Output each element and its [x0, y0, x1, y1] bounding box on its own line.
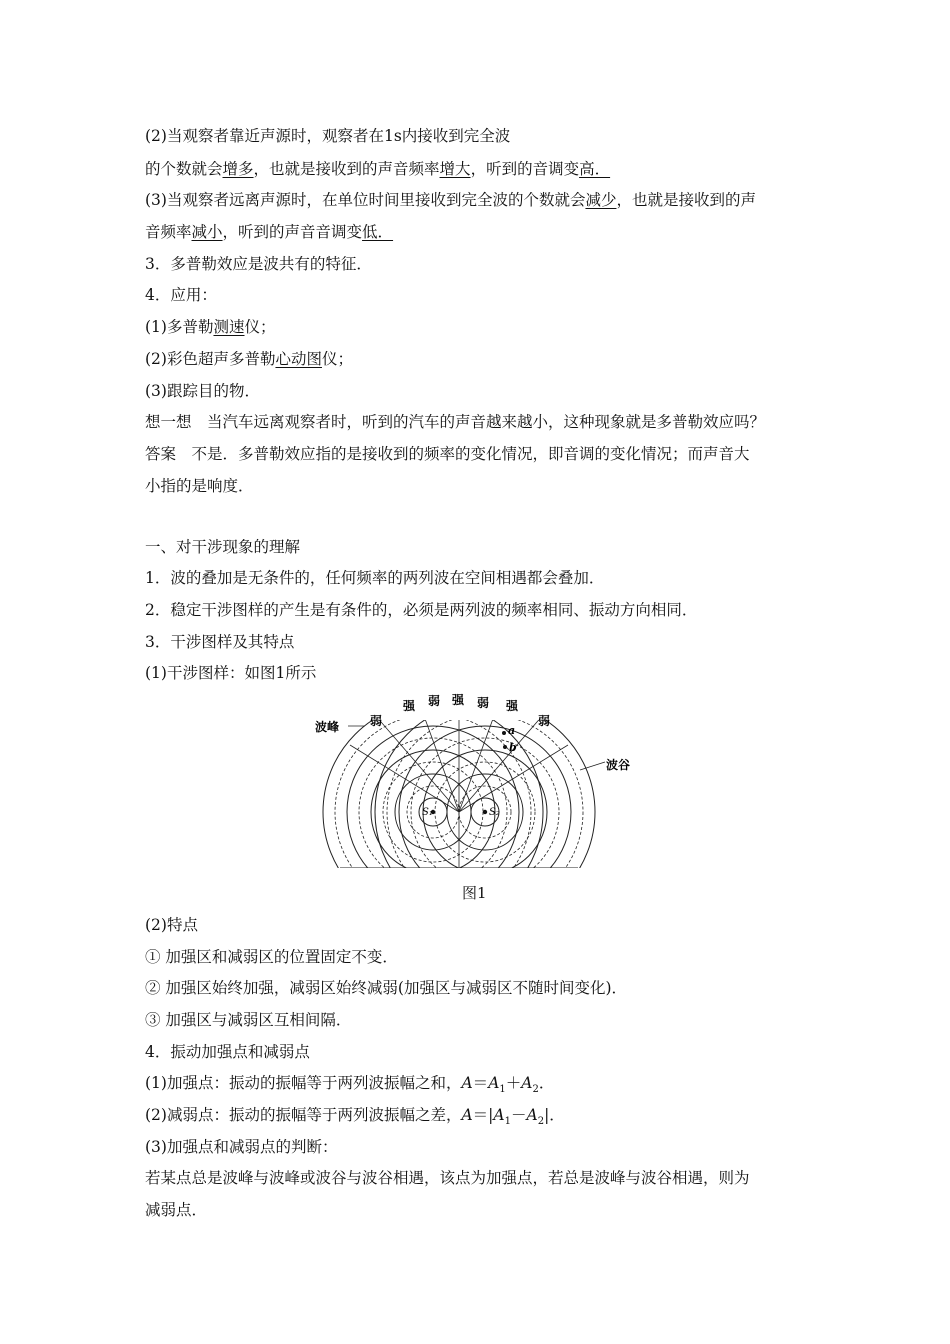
text: (1)多普勒: [145, 318, 214, 336]
underlined-answer: 测速: [213, 318, 245, 336]
feature-1: ① 加强区和减弱区的位置固定不变．: [145, 948, 398, 966]
var: A: [526, 1106, 538, 1124]
source2-crests: [375, 702, 595, 868]
feature-2: ② 加强区始终加强，减弱区始终减弱(加强区与减弱区不随时间变化)．: [145, 979, 628, 997]
var: A: [493, 1106, 505, 1124]
text: ＝|: [472, 1106, 494, 1124]
label-strong-center: 强: [452, 693, 465, 707]
region-lines: [350, 705, 568, 868]
label-b: b: [509, 741, 517, 754]
judgment-line-2: 减弱点．: [145, 1201, 208, 1219]
text: 仪；: [321, 350, 353, 368]
interference-figure: [310, 690, 630, 868]
label-s1: S₁: [422, 807, 433, 818]
text: ，听到的音调变: [470, 160, 580, 178]
paragraph-recede: [145, 190, 756, 210]
features-heading: (2)特点: [145, 916, 198, 934]
point-b: [503, 745, 507, 749]
point-4: 4．振动加强点和减弱点: [145, 1043, 310, 1061]
text: (2)当观察者靠近声源时，观察者在1s内接收到完全波: [145, 127, 511, 145]
subscript: 1: [504, 1116, 511, 1128]
label-trough: 波谷: [606, 758, 630, 772]
point-3-1: (1)干涉图样：如图1所示: [145, 664, 317, 682]
var: A: [488, 1074, 500, 1092]
text: 的个数就会: [145, 160, 223, 178]
point-a: [502, 731, 506, 735]
label-strong-2: 强: [506, 699, 519, 713]
underlined-answer: 减少: [585, 191, 617, 209]
text: ．: [538, 1074, 555, 1092]
application-3: (3)跟踪目的物．: [145, 382, 260, 400]
judgment-line-1: 若某点总是波峰与波峰或波谷与波谷相遇，该点为加强点，若总是波峰与波谷相遇，则为: [145, 1169, 750, 1187]
text: |．: [544, 1106, 565, 1124]
section-heading: 一、对干涉现象的理解: [145, 538, 301, 556]
paragraph-approach: [145, 126, 510, 146]
text: ＝: [472, 1074, 489, 1092]
text: (2)减弱点：振动的振幅等于两列波振幅之差，: [145, 1106, 462, 1124]
label-weak-1: 弱: [370, 714, 383, 728]
source2-point: [483, 810, 487, 814]
interference-diagram: [310, 690, 630, 868]
paragraph-4: 4．应用：: [145, 286, 217, 304]
strengthen-point: [145, 1073, 554, 1100]
text: 音频率: [145, 223, 192, 241]
application-1: [145, 317, 276, 337]
think-question: 想一想 当汽车远离观察者时，听到的汽车的声音越来越小，这种现象就是多普勒效应吗？: [145, 413, 766, 431]
text: (3)当观察者远离声源时，在单位时间里接收到完全波的个数就会: [145, 191, 586, 209]
label-weak-2: 弱: [428, 694, 441, 708]
paragraph-approach-cont: [145, 159, 610, 179]
paragraph-recede-cont: [145, 222, 393, 242]
label-crest: 波峰: [315, 720, 340, 734]
label-weak-3: 弱: [477, 696, 490, 710]
text: －: [510, 1106, 527, 1124]
label-strong-1: 强: [403, 699, 416, 713]
text: ，也就是接收到的声: [616, 191, 756, 209]
judgment-heading: (3)加强点和减弱点的判断：: [145, 1138, 338, 1156]
underlined-answer: 心动图: [275, 350, 322, 368]
point-3: 3．干涉图样及其特点: [145, 633, 295, 651]
weaken-point: [145, 1105, 565, 1132]
underlined-answer: 增大: [439, 160, 471, 178]
var: A: [521, 1074, 533, 1092]
answer-line-2: 小指的是响度．: [145, 477, 254, 495]
label-weak-4: 弱: [538, 714, 551, 728]
paragraph-3: 3．多普勒效应是波共有的特征．: [145, 255, 372, 273]
text: (2)彩色超声多普勒: [145, 350, 276, 368]
var: A: [461, 1106, 473, 1124]
text: ＋: [505, 1074, 522, 1092]
var: A: [461, 1074, 473, 1092]
point-1: 1．波的叠加是无条件的，任何频率的两列波在空间相遇都会叠加．: [145, 569, 605, 587]
application-2: [145, 349, 353, 369]
underlined-answer: 低．: [362, 223, 394, 241]
text: 仪；: [244, 318, 276, 336]
subscript: 1: [499, 1084, 506, 1096]
figure-caption: 图1: [462, 884, 487, 902]
text: (1)加强点：振动的振幅等于两列波振幅之和，: [145, 1074, 462, 1092]
label-a: a: [508, 724, 516, 737]
answer-line-1: 答案 不是．多普勒效应指的是接收到的频率的变化情况，即音调的变化情况；而声音大: [145, 445, 750, 463]
underlined-answer: 增多: [222, 160, 254, 178]
subscript: 2: [532, 1084, 539, 1096]
subscript: 2: [537, 1116, 545, 1128]
underlined-answer: 高．: [579, 160, 611, 178]
label-s2: S₂: [489, 807, 500, 818]
feature-3: ③ 加强区与减弱区互相间隔．: [145, 1011, 352, 1029]
text: ，听到的声音音调变: [222, 223, 363, 241]
point-2: 2．稳定干涉图样的产生是有条件的，必须是两列波的频率相同、振动方向相同．: [145, 601, 698, 619]
underlined-answer: 减小: [191, 223, 223, 241]
text: ，也就是接收到的声音频率: [253, 160, 440, 178]
